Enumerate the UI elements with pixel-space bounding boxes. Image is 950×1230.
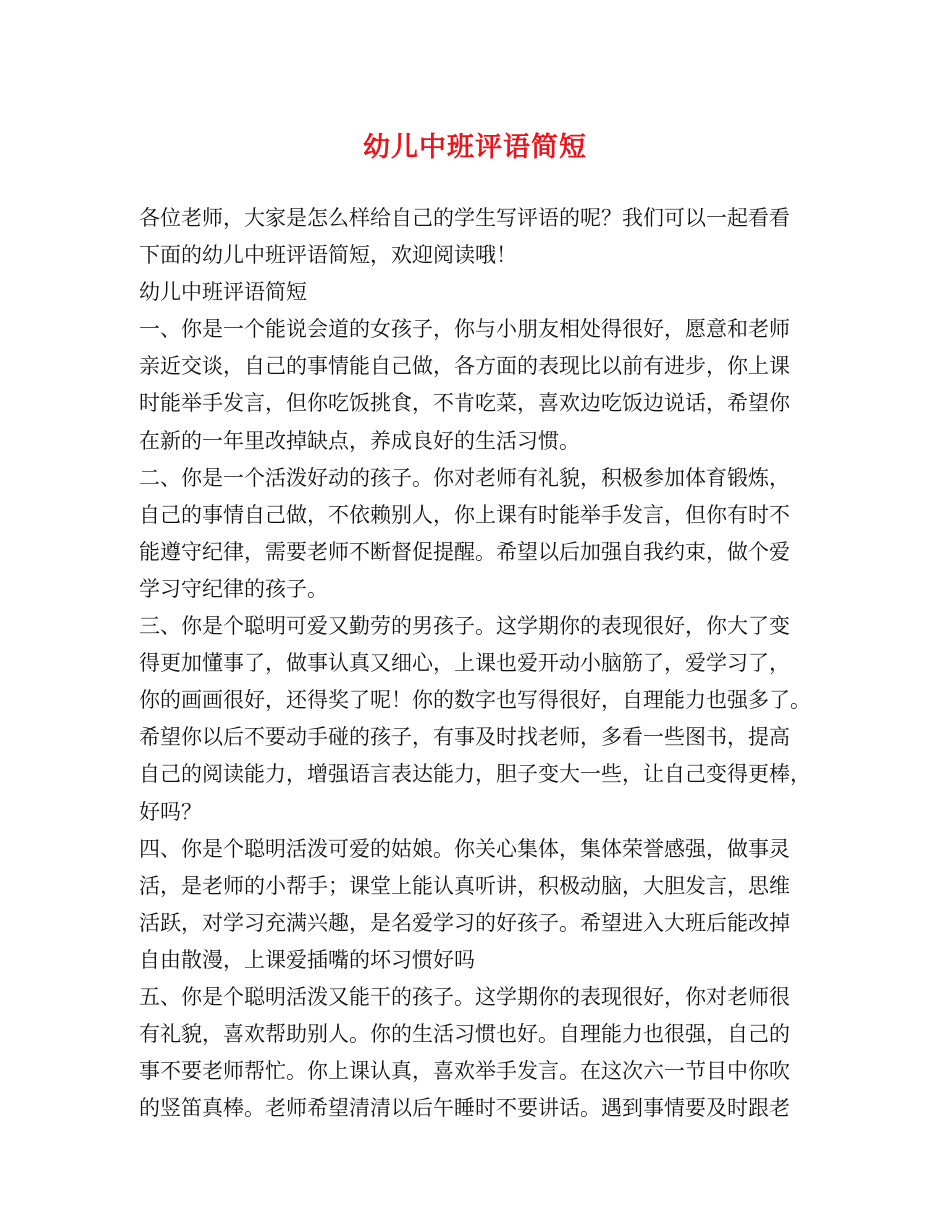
text-line: 你的画画很好，还得奖了呢！你的数字也写得很好，自理能力也强多了。	[139, 688, 811, 713]
text-line: 的竖笛真棒。老师希望清清以后午睡时不要讲话。遇到事情要及时跟老	[139, 1096, 790, 1121]
text-line: 自己的事情自己做，不依赖别人，你上课有时能举手发言，但你有时不	[139, 502, 790, 527]
text-line: 时能举手发言，但你吃饭挑食，不肯吃菜，喜欢边吃饭边说话，希望你	[139, 391, 790, 416]
text-line: 各位老师，大家是怎么样给自己的学生写评语的呢？我们可以一起看看	[139, 206, 790, 230]
document-title: 幼儿中班评语简短	[363, 132, 587, 163]
text-line: 事不要老师帮忙。你上课认真，喜欢举手发言。在这次六一节目中你吹	[139, 1059, 790, 1084]
section-heading: 幼儿中班评语简短	[139, 280, 307, 305]
text-line: 五、你是个聪明活泼又能干的孩子。这学期你的表现很好，你对老师很	[139, 984, 790, 1009]
text-line: 自由散漫，上课爱插嘴的坏习惯好吗	[139, 947, 475, 972]
text-line: 四、你是个聪明活泼可爱的姑娘。你关心集体，集体荣誉感强，做事灵	[139, 836, 790, 861]
text-line: 希望你以后不要动手碰的孩子，有事及时找老师，多看一些图书，提高	[139, 725, 790, 750]
document-body	[139, 200, 819, 1127]
text-line: 三、你是个聪明可爱又勤劳的男孩子。这学期你的表现很好，你大了变	[139, 614, 790, 639]
text-line: 在新的一年里改掉缺点，养成良好的生活习惯。	[139, 428, 580, 453]
text-line: 好吗？	[139, 799, 202, 824]
text-line: 活跃，对学习充满兴趣，是名爱学习的好孩子。希望进入大班后能改掉	[139, 910, 790, 935]
text-line: 得更加懂事了，做事认真又细心，上课也爱开动小脑筋了，爱学习了，	[139, 651, 790, 676]
text-line: 学习守纪律的孩子。	[139, 576, 328, 601]
text-line: 二、你是一个活泼好动的孩子。你对老师有礼貌，积极参加体育锻炼，	[139, 465, 790, 490]
text-line: 一、你是一个能说会道的女孩子，你与小朋友相处得很好，愿意和老师	[139, 317, 790, 342]
text-line: 能遵守纪律，需要老师不断督促提醒。希望以后加强自我约束，做个爱	[139, 539, 790, 564]
text-line: 下面的幼儿中班评语简短，欢迎阅读哦！	[139, 243, 517, 268]
text-line: 活，是老师的小帮手；课堂上能认真听讲，积极动脑，大胆发言，思维	[139, 873, 790, 898]
text-line: 有礼貌，喜欢帮助别人。你的生活习惯也好。自理能力也很强，自己的	[139, 1022, 790, 1047]
text-line: 自己的阅读能力，增强语言表达能力，胆子变大一些，让自己变得更棒，	[139, 762, 811, 787]
text-line: 亲近交谈，自己的事情能自己做，各方面的表现比以前有进步，你上课	[139, 354, 790, 379]
